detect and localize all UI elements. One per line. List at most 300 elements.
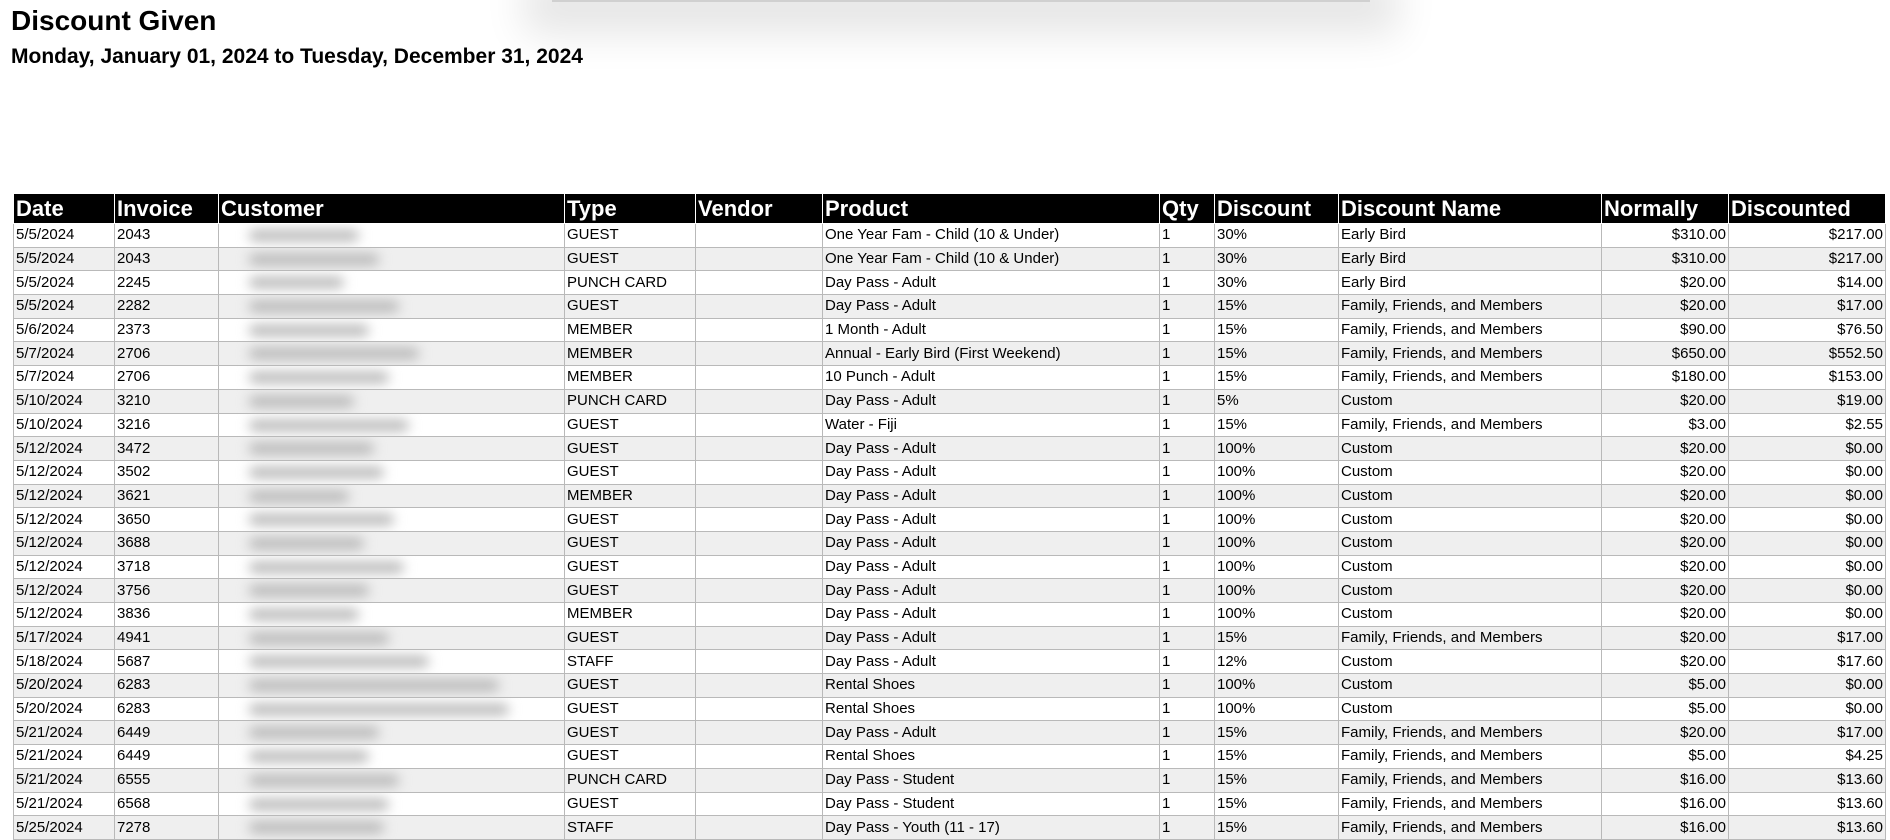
cell-discount-name: Family, Friends, and Members <box>1339 413 1602 437</box>
cell-normally: $5.00 <box>1602 674 1729 698</box>
cell-type: GUEST <box>565 460 696 484</box>
cell-product: Annual - Early Bird (First Weekend) <box>823 342 1160 366</box>
cell-discounted: $0.00 <box>1729 603 1886 627</box>
redacted-customer-name <box>249 633 389 644</box>
report-title: Discount Given <box>11 5 217 36</box>
cell-qty: 1 <box>1160 366 1215 390</box>
cell-vendor <box>696 460 823 484</box>
cell-normally: $310.00 <box>1602 247 1729 271</box>
cell-type: GUEST <box>565 531 696 555</box>
redacted-customer-name <box>249 538 364 549</box>
cell-date: 5/21/2024 <box>14 745 115 769</box>
table-row <box>14 555 1886 579</box>
redacted-customer-name <box>249 420 409 431</box>
cell-normally: $90.00 <box>1602 318 1729 342</box>
cell-date: 5/12/2024 <box>14 579 115 603</box>
cell-date: 5/5/2024 <box>14 224 115 248</box>
cell-discount: 12% <box>1215 650 1339 674</box>
cell-qty: 1 <box>1160 247 1215 271</box>
cell-qty: 1 <box>1160 224 1215 248</box>
redacted-customer-name <box>249 491 349 502</box>
cell-type: GUEST <box>565 224 696 248</box>
table-row <box>14 603 1886 627</box>
cell-discount: 15% <box>1215 295 1339 319</box>
cell-date: 5/18/2024 <box>14 650 115 674</box>
cell-qty: 1 <box>1160 792 1215 816</box>
cell-discount-name: Family, Friends, and Members <box>1339 792 1602 816</box>
cell-vendor <box>696 603 823 627</box>
cell-discounted: $13.60 <box>1729 792 1886 816</box>
cell-normally: $20.00 <box>1602 555 1729 579</box>
redacted-customer-name <box>249 277 344 288</box>
table-header-row <box>14 194 1886 224</box>
cell-discounted: $0.00 <box>1729 460 1886 484</box>
cell-date: 5/5/2024 <box>14 247 115 271</box>
cell-type: MEMBER <box>565 318 696 342</box>
cell-invoice: 3502 <box>115 460 219 484</box>
cell-discount: 100% <box>1215 484 1339 508</box>
redacted-customer-name <box>249 799 389 810</box>
cell-customer <box>219 389 565 413</box>
table-row <box>14 247 1886 271</box>
cell-product: Day Pass - Student <box>823 768 1160 792</box>
cell-vendor <box>696 224 823 248</box>
cell-invoice: 3472 <box>115 437 219 461</box>
cell-type: MEMBER <box>565 342 696 366</box>
table-row <box>14 697 1886 721</box>
cell-date: 5/12/2024 <box>14 484 115 508</box>
cell-normally: $3.00 <box>1602 413 1729 437</box>
cell-discount: 100% <box>1215 555 1339 579</box>
redacted-customer-name <box>249 467 384 478</box>
cell-type: GUEST <box>565 745 696 769</box>
cell-product: Day Pass - Youth (11 - 17) <box>823 816 1160 840</box>
cell-normally: $20.00 <box>1602 650 1729 674</box>
cell-customer <box>219 531 565 555</box>
cell-date: 5/17/2024 <box>14 626 115 650</box>
cell-discount: 100% <box>1215 460 1339 484</box>
cell-vendor <box>696 247 823 271</box>
cell-invoice: 6568 <box>115 792 219 816</box>
cell-date: 5/10/2024 <box>14 413 115 437</box>
cell-discounted: $0.00 <box>1729 484 1886 508</box>
cell-product: Rental Shoes <box>823 674 1160 698</box>
cell-discount-name: Custom <box>1339 484 1602 508</box>
cell-invoice: 6449 <box>115 721 219 745</box>
cell-vendor <box>696 579 823 603</box>
cell-normally: $180.00 <box>1602 366 1729 390</box>
table-row <box>14 413 1886 437</box>
cell-qty: 1 <box>1160 721 1215 745</box>
column-header-customer[interactable]: Customer <box>219 194 565 224</box>
cell-vendor <box>696 342 823 366</box>
cell-discounted: $0.00 <box>1729 674 1886 698</box>
cell-product: Day Pass - Adult <box>823 650 1160 674</box>
column-header-invoice[interactable]: Invoice <box>115 194 219 224</box>
cell-customer <box>219 224 565 248</box>
cell-invoice: 6555 <box>115 768 219 792</box>
cell-normally: $310.00 <box>1602 224 1729 248</box>
cell-type: GUEST <box>565 697 696 721</box>
cell-discounted: $14.00 <box>1729 271 1886 295</box>
cell-discount: 100% <box>1215 674 1339 698</box>
cell-date: 5/5/2024 <box>14 271 115 295</box>
cell-date: 5/21/2024 <box>14 792 115 816</box>
cell-invoice: 3688 <box>115 531 219 555</box>
cell-date: 5/12/2024 <box>14 603 115 627</box>
cell-normally: $20.00 <box>1602 508 1729 532</box>
cell-normally: $20.00 <box>1602 579 1729 603</box>
cell-discount-name: Early Bird <box>1339 247 1602 271</box>
cell-type: GUEST <box>565 247 696 271</box>
redacted-customer-name <box>249 230 359 241</box>
cell-normally: $20.00 <box>1602 271 1729 295</box>
redacted-customer-name <box>249 443 374 454</box>
cell-vendor <box>696 555 823 579</box>
cell-qty: 1 <box>1160 674 1215 698</box>
cell-qty: 1 <box>1160 816 1215 840</box>
cell-discount-name: Custom <box>1339 579 1602 603</box>
cell-normally: $16.00 <box>1602 792 1729 816</box>
cell-invoice: 2706 <box>115 342 219 366</box>
cell-product: Day Pass - Adult <box>823 508 1160 532</box>
cell-discounted: $153.00 <box>1729 366 1886 390</box>
redacted-customer-name <box>249 822 384 833</box>
cell-discount-name: Custom <box>1339 603 1602 627</box>
cell-date: 5/12/2024 <box>14 460 115 484</box>
cell-customer <box>219 342 565 366</box>
cell-vendor <box>696 626 823 650</box>
cell-qty: 1 <box>1160 342 1215 366</box>
cell-vendor <box>696 318 823 342</box>
cell-vendor <box>696 366 823 390</box>
cell-discounted: $0.00 <box>1729 555 1886 579</box>
cell-invoice: 5687 <box>115 650 219 674</box>
cell-invoice: 4941 <box>115 626 219 650</box>
cell-vendor <box>696 721 823 745</box>
cell-discount-name: Custom <box>1339 674 1602 698</box>
cell-normally: $5.00 <box>1602 697 1729 721</box>
cell-normally: $20.00 <box>1602 531 1729 555</box>
cell-normally: $20.00 <box>1602 603 1729 627</box>
cell-discount: 15% <box>1215 342 1339 366</box>
redacted-customer-name <box>249 514 394 525</box>
cell-discount: 30% <box>1215 224 1339 248</box>
table-row <box>14 674 1886 698</box>
cell-discounted: $17.60 <box>1729 650 1886 674</box>
cell-discount: 15% <box>1215 816 1339 840</box>
table-row <box>14 224 1886 248</box>
cell-type: GUEST <box>565 295 696 319</box>
cell-product: Water - Fiji <box>823 413 1160 437</box>
cell-discount: 15% <box>1215 318 1339 342</box>
cell-invoice: 3216 <box>115 413 219 437</box>
cell-discount-name: Family, Friends, and Members <box>1339 721 1602 745</box>
cell-discount: 30% <box>1215 247 1339 271</box>
cell-discounted: $217.00 <box>1729 224 1886 248</box>
cell-discount-name: Family, Friends, and Members <box>1339 318 1602 342</box>
cell-discount: 5% <box>1215 389 1339 413</box>
cell-type: GUEST <box>565 721 696 745</box>
table-row <box>14 484 1886 508</box>
cell-discount: 15% <box>1215 792 1339 816</box>
cell-product: Day Pass - Adult <box>823 531 1160 555</box>
column-header-vendor[interactable]: Vendor <box>696 194 823 224</box>
cell-vendor <box>696 413 823 437</box>
cell-invoice: 3756 <box>115 579 219 603</box>
cell-product: 10 Punch - Adult <box>823 366 1160 390</box>
cell-date: 5/6/2024 <box>14 318 115 342</box>
cell-qty: 1 <box>1160 768 1215 792</box>
cell-discount-name: Custom <box>1339 531 1602 555</box>
redacted-customer-name <box>249 372 389 383</box>
cell-vendor <box>696 768 823 792</box>
column-header-date[interactable]: Date <box>14 194 115 224</box>
cell-discount-name: Custom <box>1339 555 1602 579</box>
cell-product: Rental Shoes <box>823 745 1160 769</box>
cell-invoice: 3718 <box>115 555 219 579</box>
table-row <box>14 389 1886 413</box>
table-row <box>14 792 1886 816</box>
cell-discount-name: Custom <box>1339 508 1602 532</box>
cell-discount: 15% <box>1215 366 1339 390</box>
table-row <box>14 626 1886 650</box>
cell-discount-name: Custom <box>1339 650 1602 674</box>
cell-invoice: 2706 <box>115 366 219 390</box>
cell-vendor <box>696 697 823 721</box>
cell-date: 5/21/2024 <box>14 768 115 792</box>
cell-normally: $20.00 <box>1602 721 1729 745</box>
cell-discount-name: Family, Friends, and Members <box>1339 295 1602 319</box>
cell-vendor <box>696 531 823 555</box>
cell-qty: 1 <box>1160 460 1215 484</box>
cell-customer <box>219 460 565 484</box>
cell-discount-name: Custom <box>1339 697 1602 721</box>
cell-product: 1 Month - Adult <box>823 318 1160 342</box>
cell-date: 5/12/2024 <box>14 437 115 461</box>
cell-product: Day Pass - Adult <box>823 603 1160 627</box>
cell-qty: 1 <box>1160 271 1215 295</box>
redacted-customer-name <box>249 562 404 573</box>
column-header-discount-name[interactable]: Discount Name <box>1339 194 1602 224</box>
report-date-range: Monday, January 01, 2024 to Tuesday, December 31, 2024 <box>11 45 583 68</box>
table-row <box>14 437 1886 461</box>
cell-customer <box>219 437 565 461</box>
cell-discount-name: Family, Friends, and Members <box>1339 768 1602 792</box>
cell-normally: $20.00 <box>1602 484 1729 508</box>
cell-customer <box>219 792 565 816</box>
cell-date: 5/7/2024 <box>14 342 115 366</box>
cell-customer <box>219 816 565 840</box>
cell-discount: 15% <box>1215 626 1339 650</box>
cell-qty: 1 <box>1160 555 1215 579</box>
cell-type: GUEST <box>565 555 696 579</box>
cell-date: 5/10/2024 <box>14 389 115 413</box>
cell-discount: 15% <box>1215 768 1339 792</box>
cell-vendor <box>696 295 823 319</box>
cell-discounted: $13.60 <box>1729 768 1886 792</box>
cell-discounted: $0.00 <box>1729 697 1886 721</box>
cell-product: Day Pass - Adult <box>823 295 1160 319</box>
cell-discounted: $76.50 <box>1729 318 1886 342</box>
cell-type: STAFF <box>565 816 696 840</box>
cell-discount-name: Family, Friends, and Members <box>1339 816 1602 840</box>
cell-invoice: 6283 <box>115 674 219 698</box>
redacted-customer-name <box>249 254 379 265</box>
cell-vendor <box>696 650 823 674</box>
cell-vendor <box>696 674 823 698</box>
cell-invoice: 2043 <box>115 247 219 271</box>
cell-discounted: $217.00 <box>1729 247 1886 271</box>
cell-qty: 1 <box>1160 531 1215 555</box>
cell-customer <box>219 697 565 721</box>
cell-type: GUEST <box>565 792 696 816</box>
cell-date: 5/12/2024 <box>14 531 115 555</box>
cell-customer <box>219 295 565 319</box>
cell-product: One Year Fam - Child (10 & Under) <box>823 247 1160 271</box>
cell-normally: $5.00 <box>1602 745 1729 769</box>
cell-qty: 1 <box>1160 603 1215 627</box>
cell-discounted: $552.50 <box>1729 342 1886 366</box>
redacted-customer-name <box>249 704 509 715</box>
cell-date: 5/12/2024 <box>14 508 115 532</box>
redacted-customer-name <box>249 656 429 667</box>
cell-date: 5/25/2024 <box>14 816 115 840</box>
discount-table <box>13 193 1886 840</box>
redacted-customer-name <box>249 680 499 691</box>
cell-type: GUEST <box>565 413 696 437</box>
cell-type: PUNCH CARD <box>565 768 696 792</box>
cell-customer <box>219 768 565 792</box>
cell-discount-name: Custom <box>1339 389 1602 413</box>
column-header-discounted[interactable]: Discounted <box>1729 194 1886 224</box>
cell-normally: $20.00 <box>1602 626 1729 650</box>
cell-type: PUNCH CARD <box>565 271 696 295</box>
cell-date: 5/21/2024 <box>14 721 115 745</box>
cell-discount: 15% <box>1215 721 1339 745</box>
cell-product: Day Pass - Adult <box>823 389 1160 413</box>
cell-product: Day Pass - Adult <box>823 271 1160 295</box>
cell-product: Day Pass - Adult <box>823 460 1160 484</box>
cell-qty: 1 <box>1160 389 1215 413</box>
cell-normally: $650.00 <box>1602 342 1729 366</box>
table-row <box>14 768 1886 792</box>
cell-customer <box>219 271 565 295</box>
table-row <box>14 295 1886 319</box>
cell-discount: 100% <box>1215 437 1339 461</box>
cell-customer <box>219 318 565 342</box>
cell-normally: $16.00 <box>1602 768 1729 792</box>
cell-vendor <box>696 389 823 413</box>
cell-customer <box>219 674 565 698</box>
cell-customer <box>219 413 565 437</box>
column-header-product[interactable]: Product <box>823 194 1160 224</box>
cell-vendor <box>696 484 823 508</box>
cell-discounted: $2.55 <box>1729 413 1886 437</box>
cell-qty: 1 <box>1160 413 1215 437</box>
column-header-qty[interactable]: Qty <box>1160 194 1215 224</box>
cell-customer <box>219 555 565 579</box>
cell-qty: 1 <box>1160 508 1215 532</box>
cell-discounted: $13.60 <box>1729 816 1886 840</box>
cell-discount-name: Family, Friends, and Members <box>1339 342 1602 366</box>
column-header-discount[interactable]: Discount <box>1215 194 1339 224</box>
table-row <box>14 318 1886 342</box>
cell-product: One Year Fam - Child (10 & Under) <box>823 224 1160 248</box>
cell-discounted: $19.00 <box>1729 389 1886 413</box>
cell-discounted: $0.00 <box>1729 437 1886 461</box>
table-body <box>14 224 1886 840</box>
cell-discount-name: Family, Friends, and Members <box>1339 745 1602 769</box>
cell-type: MEMBER <box>565 603 696 627</box>
cell-discounted: $0.00 <box>1729 579 1886 603</box>
table-row <box>14 531 1886 555</box>
cell-discounted: $0.00 <box>1729 531 1886 555</box>
cell-invoice: 2373 <box>115 318 219 342</box>
cell-discount-name: Early Bird <box>1339 224 1602 248</box>
cell-vendor <box>696 816 823 840</box>
cell-customer <box>219 603 565 627</box>
cell-qty: 1 <box>1160 295 1215 319</box>
cell-discount-name: Early Bird <box>1339 271 1602 295</box>
cell-invoice: 2282 <box>115 295 219 319</box>
redacted-customer-name <box>249 325 369 336</box>
cell-discount: 100% <box>1215 603 1339 627</box>
cell-customer <box>219 626 565 650</box>
cell-discount-name: Custom <box>1339 437 1602 461</box>
cell-date: 5/12/2024 <box>14 555 115 579</box>
table-row <box>14 366 1886 390</box>
column-header-normally[interactable]: Normally <box>1602 194 1729 224</box>
cell-qty: 1 <box>1160 318 1215 342</box>
redacted-customer-name <box>249 396 354 407</box>
cell-customer <box>219 508 565 532</box>
cell-discount: 100% <box>1215 697 1339 721</box>
cell-product: Day Pass - Student <box>823 792 1160 816</box>
cell-type: GUEST <box>565 508 696 532</box>
cell-date: 5/20/2024 <box>14 697 115 721</box>
table-row <box>14 579 1886 603</box>
cell-discount: 100% <box>1215 508 1339 532</box>
cell-type: STAFF <box>565 650 696 674</box>
redacted-customer-name <box>249 609 359 620</box>
cell-qty: 1 <box>1160 650 1215 674</box>
cell-invoice: 7278 <box>115 816 219 840</box>
cell-product: Day Pass - Adult <box>823 437 1160 461</box>
cell-discount: 30% <box>1215 271 1339 295</box>
cell-qty: 1 <box>1160 484 1215 508</box>
cell-normally: $20.00 <box>1602 295 1729 319</box>
cell-type: GUEST <box>565 674 696 698</box>
column-header-type[interactable]: Type <box>565 194 696 224</box>
cell-date: 5/7/2024 <box>14 366 115 390</box>
cell-discount: 100% <box>1215 531 1339 555</box>
cell-qty: 1 <box>1160 745 1215 769</box>
cell-vendor <box>696 271 823 295</box>
cell-customer <box>219 484 565 508</box>
cell-type: GUEST <box>565 579 696 603</box>
table-row <box>14 816 1886 840</box>
cell-customer <box>219 650 565 674</box>
cell-product: Day Pass - Adult <box>823 721 1160 745</box>
cell-vendor <box>696 437 823 461</box>
cell-discount-name: Family, Friends, and Members <box>1339 626 1602 650</box>
cell-vendor <box>696 508 823 532</box>
cell-customer <box>219 745 565 769</box>
cell-normally: $20.00 <box>1602 437 1729 461</box>
cell-product: Day Pass - Adult <box>823 579 1160 603</box>
cell-discounted: $4.25 <box>1729 745 1886 769</box>
